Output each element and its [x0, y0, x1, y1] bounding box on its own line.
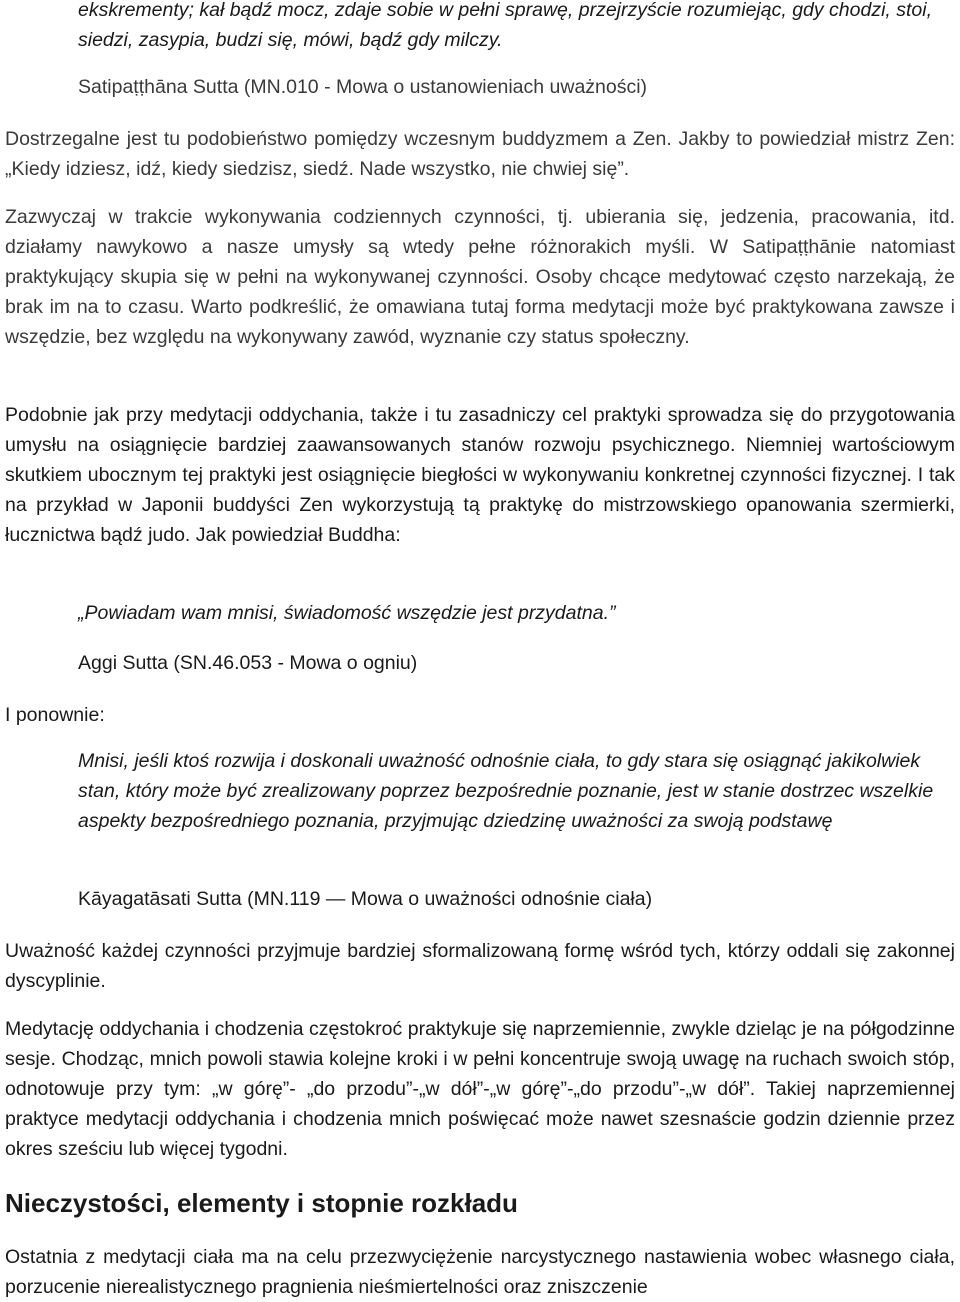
paragraph-walking-meditation: Medytację oddychania i chodzenia częstokroć praktykuje się naprzemiennie, zwykle dzieląc je na półgodzinne sesje. Chodząc, mnich powoli stawia kolejne kroki i w pełni koncentruje swoją uwagę na ruchach swoich stóp, odnotowuje przy tym: „w górę”- „do przodu”-„w dół”-„w górę”-„do przodu”-„w dół”. Takiej naprzemiennej praktyce medytacji oddychania i chodzenia mnich poświęcać może nawet szesnaście godzin dziennie przez okres sześciu lub więcej tygodni. [5, 1018, 955, 1160]
label-again: I ponownie: [5, 704, 105, 726]
paragraph-purpose: Podobnie jak przy medytacji oddychania, także i tu zasadniczy cel praktyki sprowadza się do przygotowania umysłu na osiągnięcie bardziej zaawansowanych stanów rozwoju psychicznego. Niemniej wartościowym skutkiem ubocznym tej praktyki jest osiągnięcie biegłości w wykonywaniu konkretnej czynności fizycznej. I tak na przykład w Japonii buddyści Zen wykorzystują tą praktykę do mistrzowskiego opanowania szermierki, łucznictwa bądź judo. Jak powiedział Buddha: [5, 404, 955, 546]
quote-buddha: „Powiadam wam mnisi, świadomość wszędzie jest przydatna.” [78, 602, 616, 624]
paragraph-last-meditation: Ostatnia z medytacji ciała ma na celu przezwyciężenie narcystycznego nastawienia wobec własnego ciała, porzucenie nierealistycznego pragnienia nieśmiertelności oraz zniszczenie [5, 1246, 955, 1298]
paragraph-daily-activities: Zazwyczaj w trakcie wykonywania codziennych czynności, tj. ubierania się, jedzenia, pracowania, itd. działamy nawykowo a nasze umysły są wtedy pełne różnorakich myśli. W Satipaṭṭhānie natomiast praktykujący skupia się w pełni na wykonywanej czynności. Osoby chcące medytować często narzekają, że brak im na to czasu. Warto podkreślić, że omawiana tutaj forma medytacji może być praktykowana zawsze i wszędzie, bez względu na wykonywany zawód, wyznanie czy status społeczny. [5, 206, 955, 348]
citation-aggi-sutta: Aggi Sutta (SN.46.053 - Mowa o ogniu) [78, 652, 418, 674]
citation-kayagatasati: Kāyagatāsati Sutta (MN.119 — Mowa o uważności odnośnie ciała) [78, 888, 653, 910]
citation-satipatthana: Satipaṭṭhāna Sutta (MN.010 - Mowa o ustanowieniach uważności) [78, 76, 648, 98]
paragraph-mindfulness-formal: Uważność każdej czynności przyjmuje bardziej sformalizowaną formę wśród tych, którzy oddali się zakonnej dyscyplinie. [5, 940, 955, 992]
quote-monks: Mnisi, jeśli ktoś rozwija i doskonali uważność odnośnie ciała, to gdy stara się osiągnąć jakikolwiek stan, który może być zrealizowany poprzez bezpośrednie poznanie, jest w stanie dostrzec wszelkie aspekty bezpośredniego poznania, przyjmując dziedzinę uważności za swoją podstawę [78, 750, 934, 832]
quote-continuation: ekskrementy; kał bądź mocz, zdaje sobie w pełni sprawę, przejrzyście rozumiejąc, gdy chodzi, stoi, siedzi, zasypia, budzi się, mówi, bądź gdy milczy. [78, 0, 933, 51]
paragraph-zen-comparison: Dostrzegalne jest tu podobieństwo pomiędzy wczesnym buddyzmem a Zen. Jakby to powiedział mistrz Zen: „Kiedy idziesz, idź, kiedy siedzisz, siedź. Nade wszystko, nie chwiej się”. [5, 128, 955, 180]
section-heading: Nieczystości, elementy i stopnie rozkładu [5, 1188, 518, 1218]
